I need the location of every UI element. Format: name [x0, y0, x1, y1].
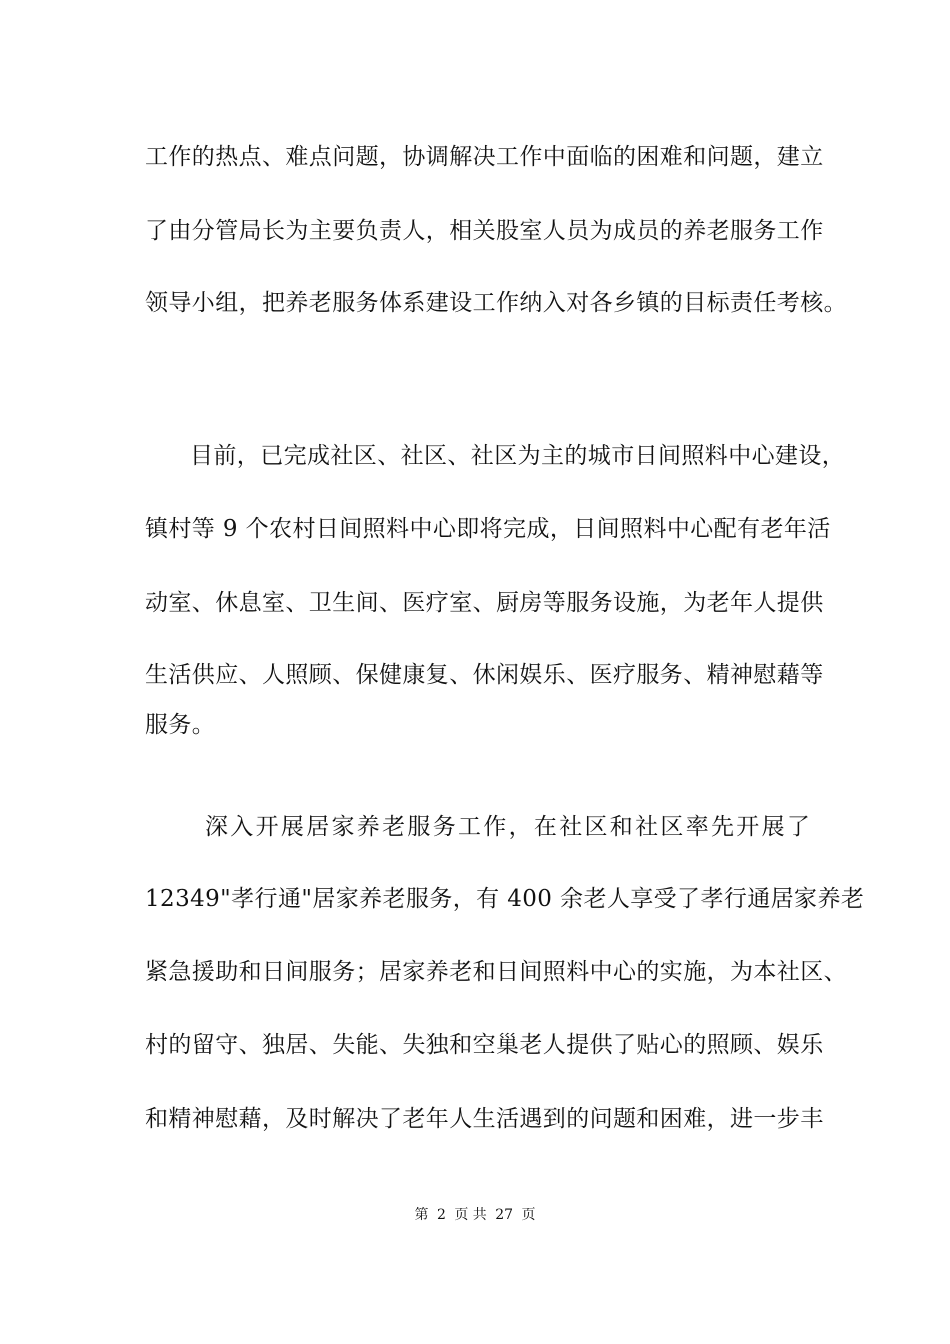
text-line: 镇村等 9 个农村日间照料中心即将完成，日间照料中心配有老年活: [145, 516, 831, 542]
text-line: 领导小组，把养老服务体系建设工作纳入对各乡镇的目标责任考核。: [145, 290, 847, 316]
footer-prefix: 第: [414, 1207, 429, 1223]
text-line: 目前，已完成社区、社区、社区为主的城市日间照料中心建设，: [190, 443, 846, 469]
footer-current-page: 2: [436, 1207, 446, 1223]
text-line: 动室、休息室、卫生间、医疗室、厨房等服务设施，为老年人提供: [145, 590, 824, 616]
text-line: 服务。: [145, 712, 216, 738]
text-line: 生活供应、人照顾、保健康复、休闲娱乐、医疗服务、精神慰藉等: [145, 662, 824, 688]
footer-suffix: 页: [521, 1207, 536, 1223]
footer-middle: 页 共: [454, 1207, 487, 1223]
text-line: 村的留守、独居、失能、失独和空巢老人提供了贴心的照顾、娱乐: [145, 1032, 824, 1058]
page-footer: [0, 1205, 950, 1225]
text-line: 工作的热点、难点问题，协调解决工作中面临的困难和问题，建立: [145, 144, 824, 170]
text-line: 紧急援助和日间服务；居家养老和日间照料中心的实施，为本社区、: [145, 959, 847, 985]
text-line: 了由分管局长为主要负责人，相关股室人员为成员的养老服务工作: [145, 218, 824, 244]
footer-total-pages: 27: [495, 1207, 514, 1223]
text-line: 和精神慰藉，及时解决了老年人生活遇到的问题和困难，进一步丰: [145, 1106, 824, 1132]
text-line: 12349"孝行通"居家养老服务，有 400 余老人享受了孝行通居家养老: [145, 886, 865, 912]
text-line: 深入开展居家养老服务工作，在社区和社区率先开展了: [205, 814, 813, 840]
